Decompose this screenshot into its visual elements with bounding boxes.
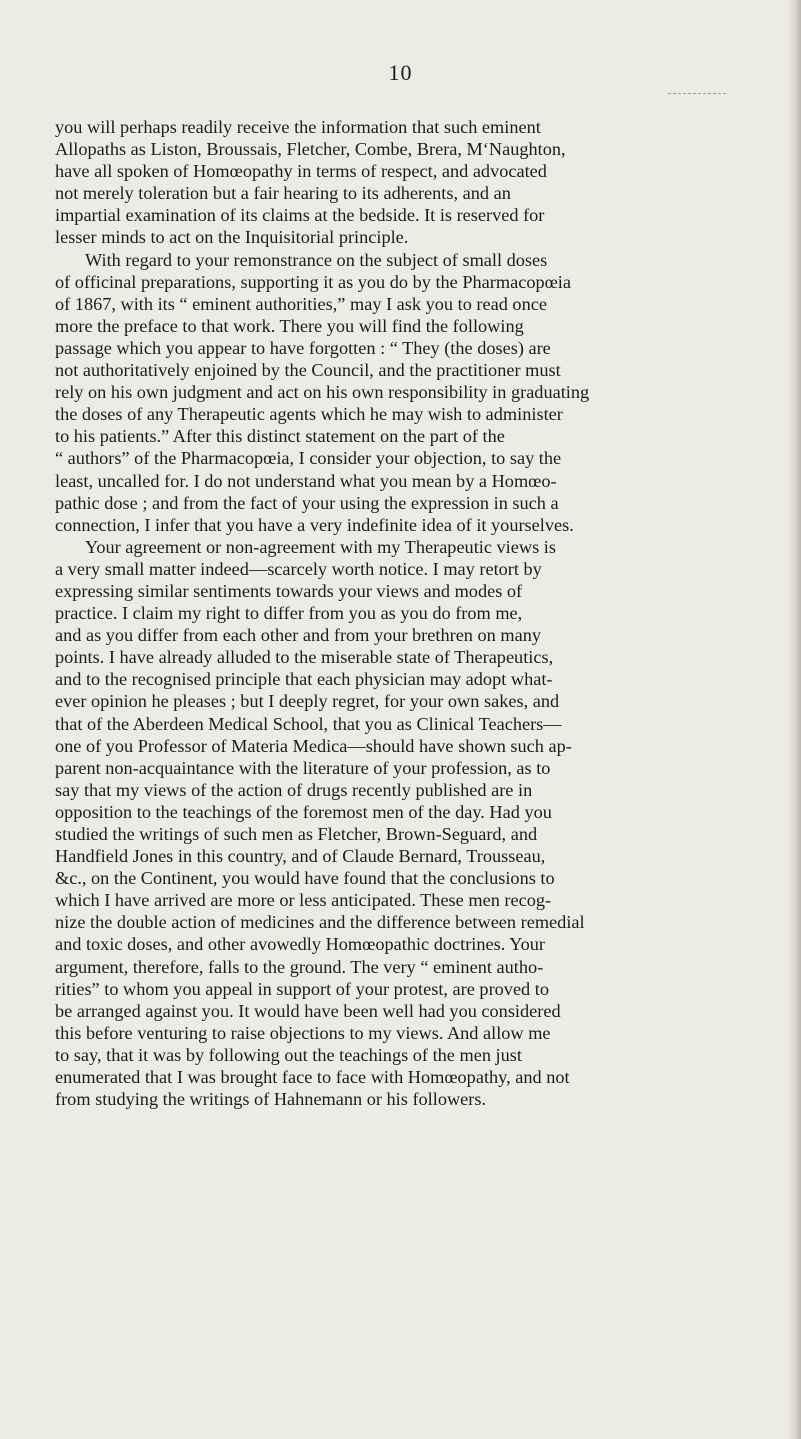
page-edge-shadow	[787, 0, 801, 1439]
text-line: pathic dose ; and from the fact of your using the expression in such a	[55, 492, 559, 513]
text-line: and as you differ from each other and from your brethren on many	[55, 625, 541, 646]
page-number: 10	[388, 60, 413, 85]
text-line: ever opinion he pleases ; but I deeply regret, for your own sakes, and	[55, 691, 560, 712]
text-line: say that my views of the action of drugs recently published are in	[55, 779, 533, 800]
text-line: With regard to your remonstrance on the subject of small doses	[85, 249, 548, 270]
text-line: parent non-acquaintance with the literature of your profession, as to	[55, 757, 551, 778]
faint-dash-mark	[668, 93, 726, 94]
text-line: expressing similar sentiments towards your views and modes of	[55, 580, 523, 601]
text-line: and toxic doses, and other avowedly Homœopathic doctrines. Your	[55, 934, 545, 955]
text-line: passage which you appear to have forgotten : “ They (the doses) are	[55, 337, 551, 358]
text-line: opposition to the teachings of the foremost men of the day. Had you	[55, 801, 552, 822]
text-line: be arranged against you. It would have been well had you considered	[55, 1000, 561, 1021]
text-line: not authoritatively enjoined by the Council, and the practitioner must	[55, 360, 561, 381]
text-line: Handfield Jones in this country, and of Claude Bernard, Trousseau,	[55, 846, 546, 867]
text-line: practice. I claim my right to differ from you as you do from me,	[55, 603, 523, 624]
text-line: Your agreement or non-agreement with my Therapeutic views is	[85, 536, 556, 557]
text-line: that of the Aberdeen Medical School, that you as Clinical Teachers—	[55, 713, 562, 734]
text-line: one of you Professor of Materia Medica—should have shown such ap-	[55, 735, 572, 756]
text-line: a very small matter indeed—scarcely worth notice. I may retort by	[55, 558, 542, 579]
text-line: rities” to whom you appeal in support of your protest, are proved to	[55, 978, 549, 999]
text-line: Allopaths as Liston, Broussais, Fletcher, Combe, Brera, M‘Naughton,	[55, 139, 566, 160]
text-line: not merely toleration but a fair hearing to its adherents, and an	[55, 183, 511, 204]
text-line: argument, therefore, falls to the ground. The very “ eminent autho-	[55, 956, 544, 977]
text-line: of 1867, with its “ eminent authorities,” may I ask you to read once	[55, 293, 547, 314]
text-line: enumerated that I was brought face to face with Homœopathy, and not	[55, 1067, 570, 1088]
text-line: from studying the writings of Hahnemann or his followers.	[55, 1089, 487, 1110]
text-line: you will perhaps readily receive the information that such eminent	[55, 117, 541, 137]
text-line: the doses of any Therapeutic agents which he may wish to administer	[55, 404, 563, 425]
text-line: this before venturing to raise objections to my views. And allow me	[55, 1022, 551, 1043]
text-line: least, uncalled for. I do not understand what you mean by a Homœo-	[55, 470, 557, 491]
text-line: to say, that it was by following out the teachings of the men just	[55, 1044, 522, 1065]
text-line: lesser minds to act on the Inquisitorial principle.	[55, 227, 409, 248]
text-line: nize the double action of medicines and the difference between remedial	[55, 912, 585, 933]
text-line: studied the writings of such men as Fletcher, Brown-Seguard, and	[55, 824, 538, 844]
text-line: which I have arrived are more or less anticipated. These men recog-	[55, 890, 552, 911]
text-line: to his patients.” After this distinct statement on the part of the	[55, 426, 505, 447]
text-line: impartial examination of its claims at the bedside. It is reserved for	[55, 205, 545, 226]
text-line: points. I have already alluded to the miserable state of Therapeutics,	[55, 647, 554, 668]
text-line: &c., on the Continent, you would have found that the conclusions to	[55, 868, 555, 889]
text-line: “ authors” of the Pharmacopœia, I consider your objection, to say the	[55, 448, 562, 469]
body-text	[55, 116, 756, 1110]
text-line: connection, I infer that you have a very indefinite idea of it yourselves.	[55, 514, 574, 535]
text-line: more the preface to that work. There you will find the following	[55, 315, 524, 336]
text-line: of officinal preparations, supporting it as you do by the Pharmacopœia	[55, 271, 571, 292]
text-line: have all spoken of Homœopathy in terms of respect, and advocated	[55, 161, 547, 182]
text-line: rely on his own judgment and act on his own responsibility in graduating	[55, 382, 590, 403]
text-line: and to the recognised principle that each physician may adopt what-	[55, 669, 553, 690]
